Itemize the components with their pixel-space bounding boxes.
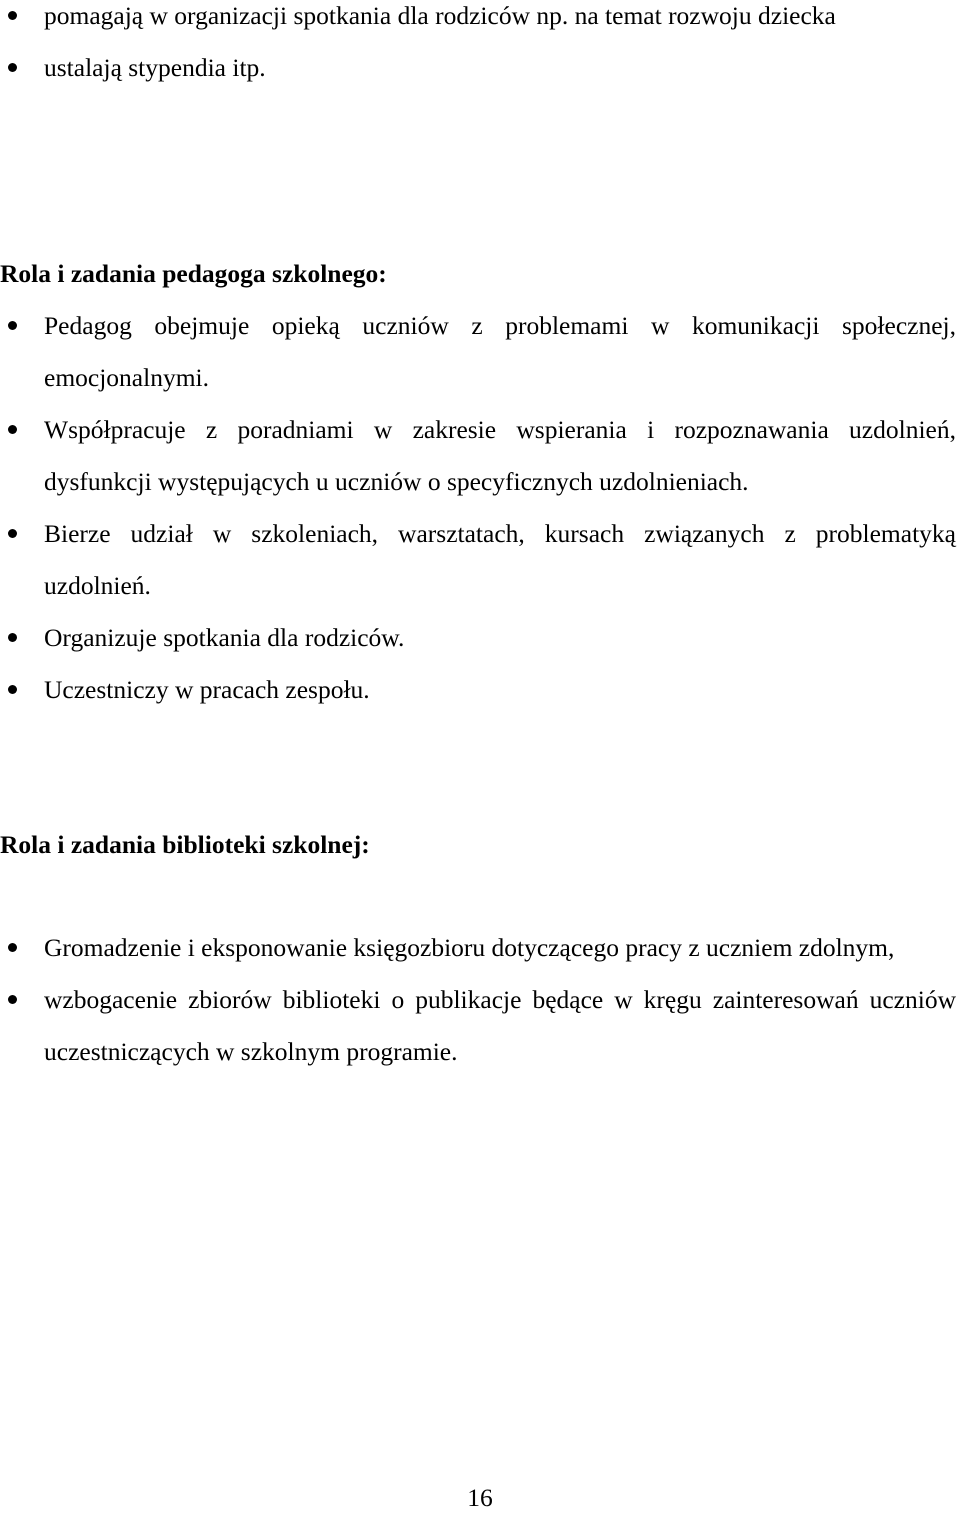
bullet-icon: [8, 685, 17, 694]
list-item: [0, 508, 956, 612]
section-heading-pedagog: Rola i zadania pedagoga szkolnego:: [0, 259, 387, 288]
list-item-text: Współpracuje z poradniami w zakresie wspierania i rozpoznawania uzdolnień, dysfunkcji występujących u uczniów o specyficznych uzdolnieniach.: [44, 415, 956, 496]
list-item: [0, 404, 956, 508]
list-item: [0, 42, 956, 94]
bullet-icon: [8, 63, 17, 72]
bullet-icon: [8, 943, 17, 952]
list-item-text: Gromadzenie i eksponowanie księgozbioru dotyczącego pracy z uczniem zdolnym,: [44, 933, 895, 962]
list-item: [0, 300, 956, 404]
list-item-text: Pedagog obejmuje opieką uczniów z problemami w komunikacji społecznej, emocjonalnymi.: [44, 311, 956, 392]
biblioteka-bullet-list-section: [0, 922, 960, 1078]
list-item: [0, 974, 956, 1078]
bullet-icon: [8, 529, 17, 538]
list-item-text: Bierze udział w szkoleniach, warsztatach, kursach związanych z problematyką uzdolnień.: [44, 519, 956, 600]
list-item-text: ustalają stypendia itp.: [44, 53, 266, 82]
pedagog-bullet-list: [0, 300, 960, 716]
list-item-text: Uczestniczy w pracach zespołu.: [44, 675, 370, 704]
list-item-text: Organizuje spotkania dla rodziców.: [44, 623, 405, 652]
top-bullet-list: [0, 0, 960, 94]
biblioteka-bullet-list: [0, 922, 960, 1078]
bullet-icon: [8, 321, 17, 330]
list-item: [0, 664, 956, 716]
pedagog-bullet-list-section: [0, 300, 960, 716]
section-heading-biblioteka: Rola i zadania biblioteki szkolnej:: [0, 830, 370, 859]
list-item: [0, 612, 956, 664]
list-item: [0, 0, 956, 42]
list-item-text: wzbogacenie zbiorów biblioteki o publikacje będące w kręgu zainteresowań uczniów uczestniczących w szkolnym programie.: [44, 985, 956, 1066]
list-item-text: pomagają w organizacji spotkania dla rodziców np. na temat rozwoju dziecka: [44, 1, 836, 30]
page-number: 16: [467, 1483, 493, 1512]
bullet-icon: [8, 425, 17, 434]
top-bullet-list-section: [0, 0, 960, 94]
bullet-icon: [8, 11, 17, 20]
list-item: [0, 922, 956, 974]
bullet-icon: [8, 995, 17, 1004]
bullet-icon: [8, 633, 17, 642]
